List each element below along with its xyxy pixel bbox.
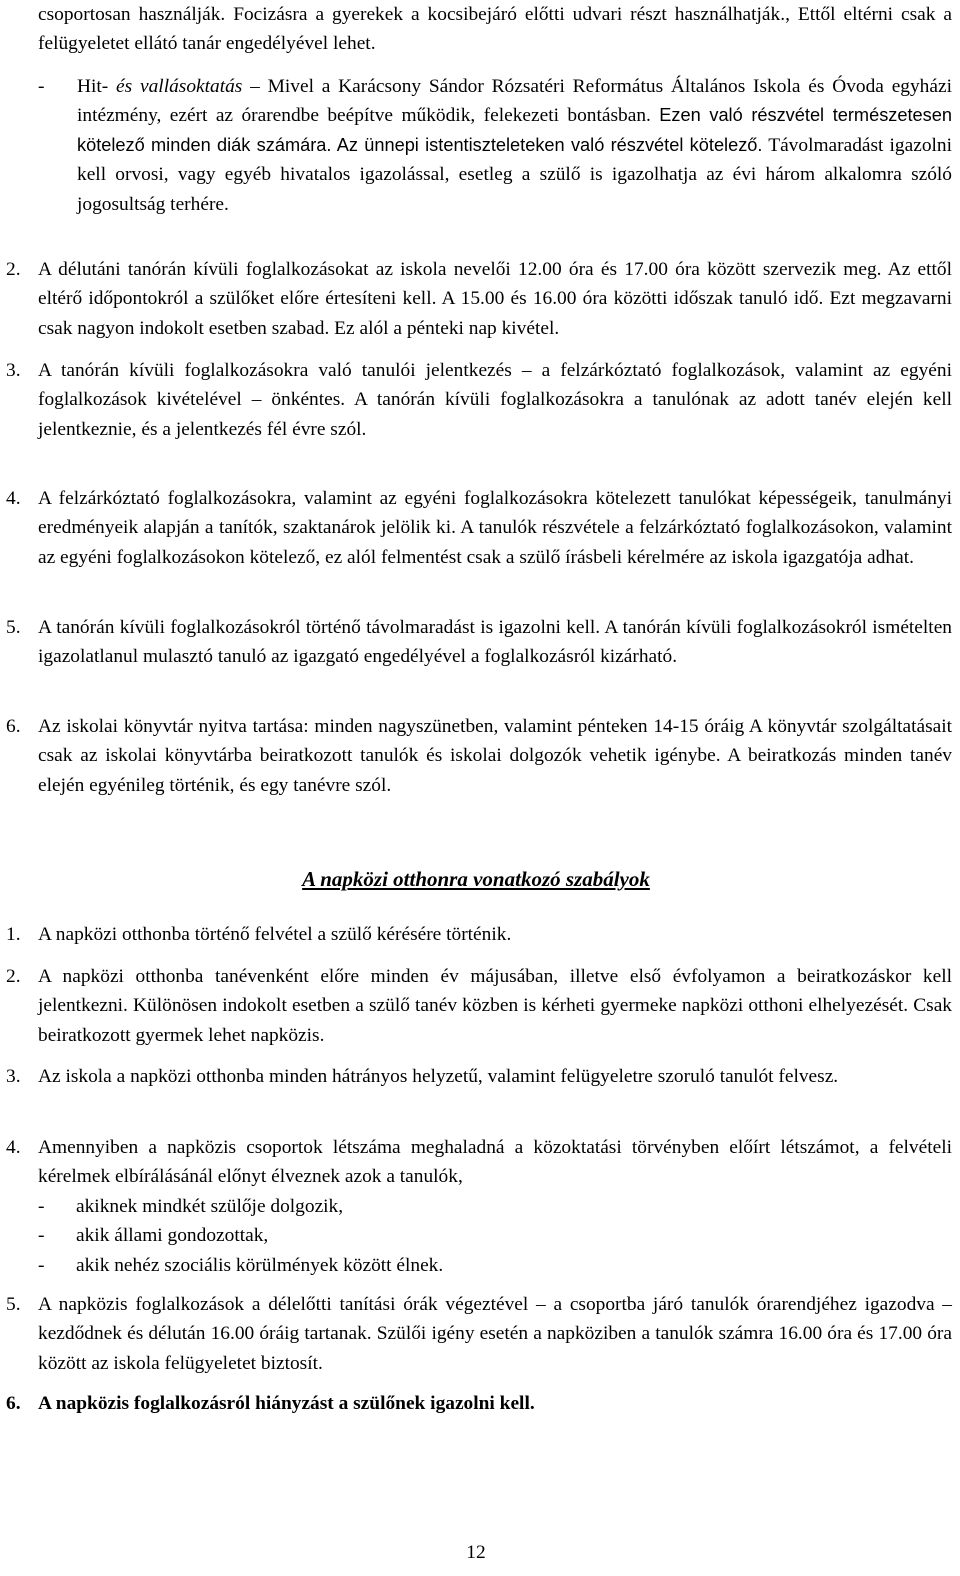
item-text: A délutáni tanórán kívüli foglalkozásokat az iskola nevelői 12.00 óra és 17.00 óra között szervezik meg. Az ettől eltérő időpontokról a szülőket előre értesíteni kell. A 15.00 és 16.00 óra közötti időszak tanuló idő. Ezt megzavarni csak nagyon indokolt esetben szabad. Ez alól a pénteki nap kivétel.	[38, 259, 952, 339]
item-number: 6.	[6, 716, 21, 737]
religion-head-a: Hit-	[77, 76, 117, 97]
religion-part3: Távolmaradást igazolni kell orvosi, vagy egyéb hivatalos igazolással, esetleg a szülő is igazolhatja az évi három alkalomra szóló jogosultság terhére.	[77, 134, 952, 215]
sub-dash: -	[38, 1195, 45, 1217]
item-text	[38, 1133, 952, 1280]
item-number: 4.	[6, 1137, 21, 1158]
sub-list-item	[38, 1192, 952, 1221]
item-number: 1.	[6, 924, 21, 945]
sub-item-text: akik nehéz szociális körülmények között élnek.	[76, 1254, 444, 1276]
item-text: A napközis foglalkozásról hiányzást a szülőnek igazolni kell.	[38, 1393, 535, 1414]
item-text: Az iskolai könyvtár nyitva tartása: minden nagyszünetben, valamint pénteken 14-15 óráig A könyvtár szolgáltatásait csak az iskolai könyvtárba beiratkozott tanulók és iskolai dolgozók vehetik igénybe. A beiratkozás minden tanév elején egyénileg történik, és egy tanévre szól.	[38, 716, 952, 796]
item-text: A tanórán kívüli foglalkozásokról történő távolmaradást is igazolni kell. A tanórán kívüli foglalkozásokról ismételten igazolatlanul mulasztó tanuló az igazgató engedélyével a foglalkozásról kizárható.	[38, 617, 952, 668]
item-text-main: Amennyiben a napközis csoportok létszáma meghaladná a közoktatási törvényben előírt létszámot, a felvételi kérelmek elbírálásánál előnyt élveznek azok a tanulók,	[38, 1137, 952, 1188]
item-number: 5.	[6, 617, 21, 638]
sub-item-text: akik állami gondozottak,	[76, 1225, 269, 1247]
sub-dash: -	[38, 1225, 45, 1247]
item-number: 2.	[6, 966, 21, 987]
intro-paragraph: csoportosan használják. Focizásra a gyerekek a kocsibejáró előtti udvari részt használhatják., Ettől eltérni csak a felügyeletet ellátó tanár engedélyével lehet.	[38, 4, 952, 55]
item-number: 3.	[6, 1066, 21, 1087]
sub-list-item	[38, 1221, 952, 1250]
sub-dash: -	[38, 1254, 45, 1276]
item-text: A tanórán kívüli foglalkozásokra való tanulói jelentkezés – a felzárkóztató foglalkozások, valamint az egyéni foglalkozások kivételével – önkéntes. A tanórán kívüli foglalkozásokra a tanulónak az adott tanév elején kell jelentkeznie, és a jelentkezés fél évre szól.	[38, 360, 952, 440]
item-number: 6.	[6, 1393, 21, 1414]
religion-head-b: és vallásoktatás	[116, 76, 243, 97]
page-number: 12	[466, 1542, 486, 1563]
item-number: 3.	[6, 360, 21, 381]
religion-part2: Ezen való részvétel természetesen kötelező minden diák számára. Az ünnepi istentiszteleteken való részvétel kötelező.	[77, 105, 952, 155]
item-text: A napközi otthonba tanévenként előre minden év májusában, illetve első évfolyamon a beiratkozáskor kell jelentkezni. Különösen indokolt esetben a szülő tanév közben is kérheti gyermeke napközi otthoni elhelyezését. Csak beiratkozott gyermek lehet napközis.	[38, 966, 952, 1046]
item-text: A felzárkóztató foglalkozásokra, valamint az egyéni foglalkozásokra kötelezett tanulókat képességeik, tanulmányi eredményeik alapján a tanítók, szaktanárok jelölik ki. A tanulók részvétele a felzárkóztató foglalkozásokon, valamint az egyéni foglalkozásokon kötelező, ez alól felmentést csak a szülő írásbeli kérelmére az iskola igazgatója adhat.	[38, 488, 952, 568]
item-text: A napközi otthonba történő felvétel a szülő kérésére történik.	[38, 924, 512, 945]
religion-paragraph	[38, 72, 952, 219]
bullet-dash: -	[38, 76, 45, 97]
sub-item-text: akiknek mindkét szülője dolgozik,	[76, 1195, 344, 1217]
item-number: 5.	[6, 1294, 21, 1315]
item-text: Az iskola a napközi otthonba minden hátrányos helyzetű, valamint felügyeletre szoruló tanulót felvesz.	[38, 1066, 839, 1087]
item-number: 4.	[6, 488, 21, 509]
item-number: 2.	[6, 259, 21, 280]
religion-part1: – Mivel a Karácsony Sándor Rózsatéri Református Általános Iskola és Óvoda egyházi intézmény, ezért az órarendbe beépítve működik, felekezeti bontásban.	[77, 76, 952, 127]
sub-list-item	[38, 1251, 952, 1280]
item-text: A napközis foglalkozások a délelőtti tanítási órák végeztével – a csoportba járó tanulók órarendjéhez igazodva – kezdődnek és délután 16.00 óráig tartanak. Szülői igény esetén a napköziben a tanulók számra 16.00 óra és 17.00 óra között az iskola felügyeletet biztosít.	[38, 1294, 952, 1374]
section-heading: A napközi otthonra vonatkozó szabályok	[302, 867, 650, 891]
